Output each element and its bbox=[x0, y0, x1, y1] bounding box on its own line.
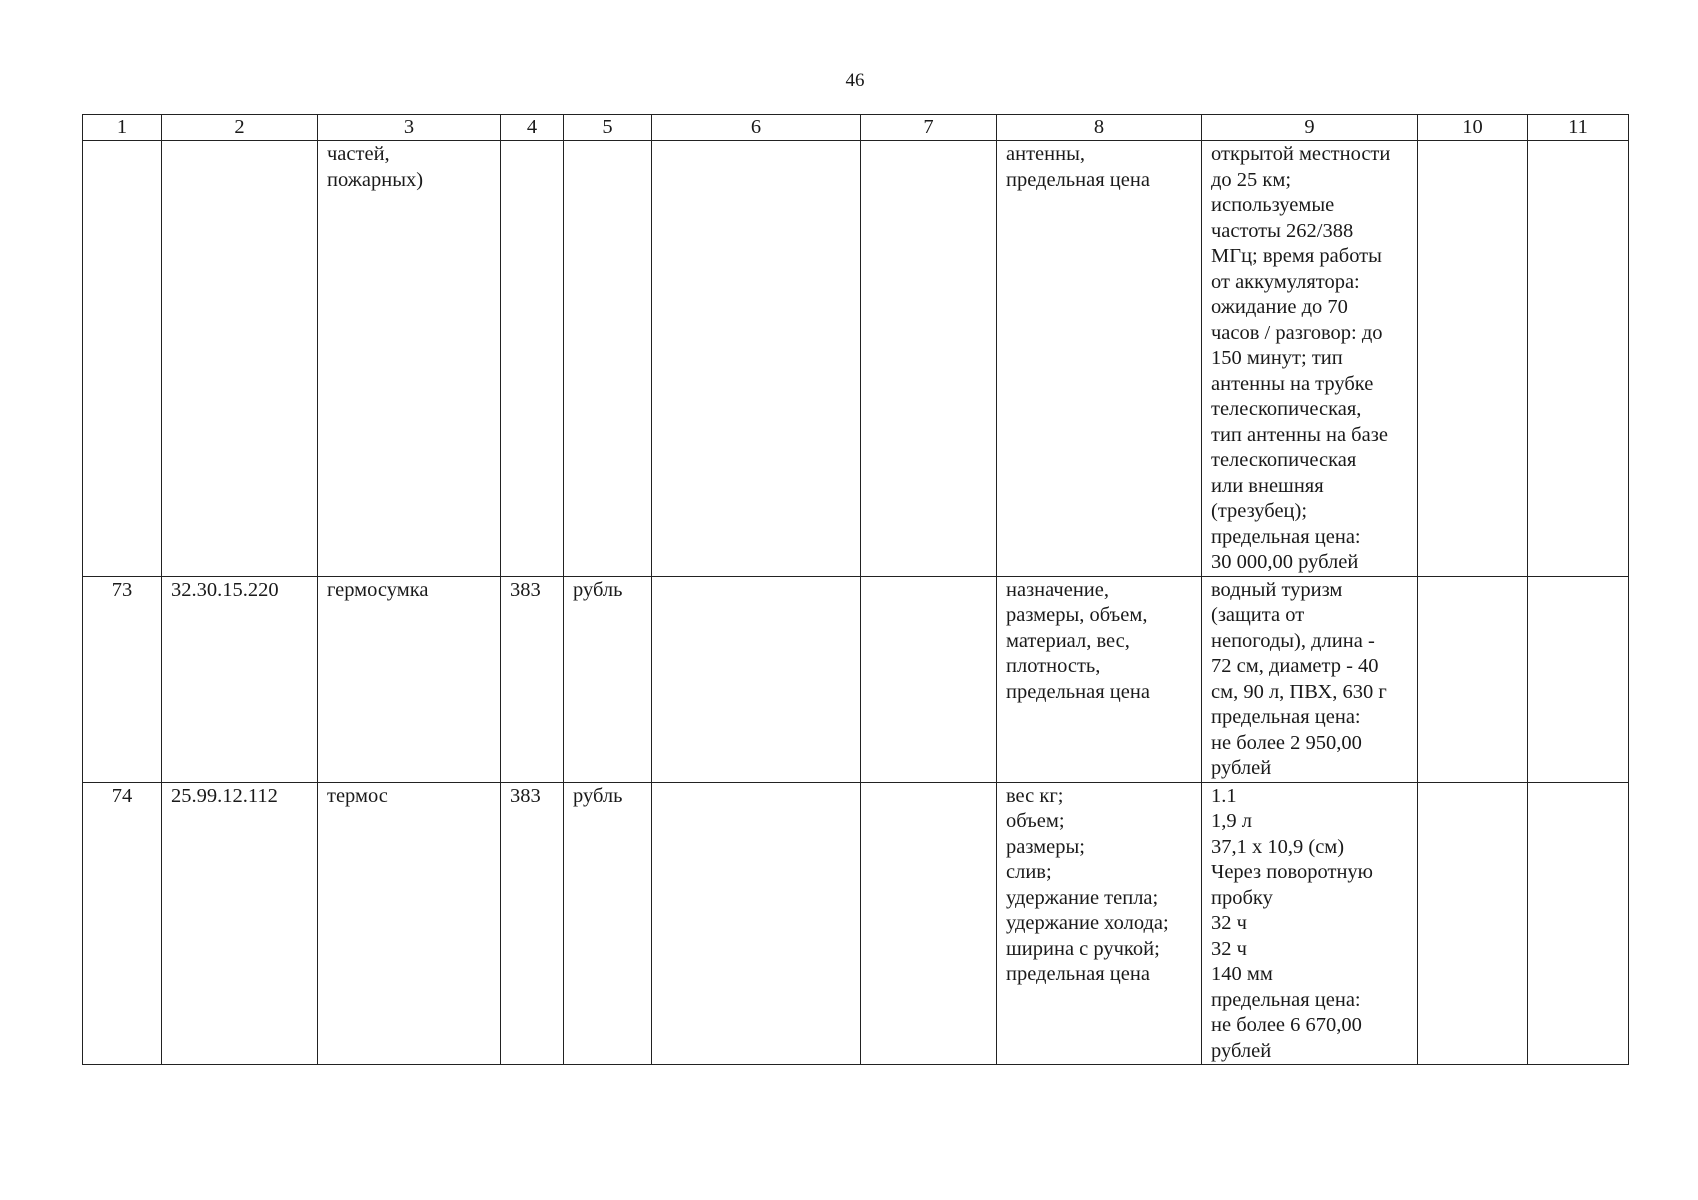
unit-cell: рубль bbox=[564, 576, 652, 782]
row-number-cell bbox=[83, 141, 162, 577]
unit-cell bbox=[564, 141, 652, 577]
item-name-cell: гермосумка bbox=[318, 576, 501, 782]
header-cell: 1 bbox=[83, 115, 162, 141]
header-cell: 10 bbox=[1418, 115, 1528, 141]
column-11-cell bbox=[1528, 782, 1629, 1065]
unit-code-cell: 383 bbox=[501, 782, 564, 1065]
column-6-cell bbox=[652, 141, 861, 577]
column-11-cell bbox=[1528, 576, 1629, 782]
values-cell: открытой местности до 25 км; используемые частоты 262/388 МГц; время работы от аккумулятора: ожидание до 70 часов / разговор: до 150 минут; тип антенны на трубке телескопическая, тип антенны на базе телескопическая или внешняя (трезубец); предельная цена: 30 000,00 рублей bbox=[1202, 141, 1418, 577]
row-number-cell: 73 bbox=[83, 576, 162, 782]
column-6-cell bbox=[652, 782, 861, 1065]
characteristics-cell: вес кг; объем; размеры; слив; удержание тепла; удержание холода; ширина с ручкой; предельная цена bbox=[997, 782, 1202, 1065]
column-7-cell bbox=[861, 782, 997, 1065]
column-7-cell bbox=[861, 576, 997, 782]
characteristics-cell: антенны, предельная цена bbox=[997, 141, 1202, 577]
column-10-cell bbox=[1418, 782, 1528, 1065]
header-cell: 11 bbox=[1528, 115, 1629, 141]
header-cell: 7 bbox=[861, 115, 997, 141]
header-cell: 5 bbox=[564, 115, 652, 141]
table-row-continued bbox=[83, 141, 1629, 577]
row-number-cell: 74 bbox=[83, 782, 162, 1065]
okpd-code-cell: 25.99.12.112 bbox=[162, 782, 318, 1065]
okpd-code-cell: 32.30.15.220 bbox=[162, 576, 318, 782]
table-row-74 bbox=[83, 782, 1629, 1065]
table-row-73 bbox=[83, 576, 1629, 782]
procurement-table bbox=[82, 114, 1629, 1065]
values-cell: водный туризм (защита от непогоды), длина - 72 см, диаметр - 40 см, 90 л, ПВХ, 630 г предельная цена: не более 2 950,00 рублей bbox=[1202, 576, 1418, 782]
unit-cell: рубль bbox=[564, 782, 652, 1065]
okpd-code-cell bbox=[162, 141, 318, 577]
unit-code-cell bbox=[501, 141, 564, 577]
column-10-cell bbox=[1418, 576, 1528, 782]
item-name-cell: частей, пожарных) bbox=[318, 141, 501, 577]
item-name-cell: термос bbox=[318, 782, 501, 1065]
header-row bbox=[83, 115, 1629, 141]
column-10-cell bbox=[1418, 141, 1528, 577]
characteristics-cell: назначение, размеры, объем, материал, вес, плотность, предельная цена bbox=[997, 576, 1202, 782]
column-7-cell bbox=[861, 141, 997, 577]
header-cell: 9 bbox=[1202, 115, 1418, 141]
values-cell: 1.1 1,9 л 37,1 х 10,9 (см) Через поворотную пробку 32 ч 32 ч 140 мм предельная цена: не более 6 670,00 рублей bbox=[1202, 782, 1418, 1065]
header-cell: 2 bbox=[162, 115, 318, 141]
column-11-cell bbox=[1528, 141, 1629, 577]
header-cell: 6 bbox=[652, 115, 861, 141]
page-number: 46 bbox=[845, 70, 865, 91]
header-cell: 8 bbox=[997, 115, 1202, 141]
unit-code-cell: 383 bbox=[501, 576, 564, 782]
column-6-cell bbox=[652, 576, 861, 782]
header-cell: 4 bbox=[501, 115, 564, 141]
header-cell: 3 bbox=[318, 115, 501, 141]
